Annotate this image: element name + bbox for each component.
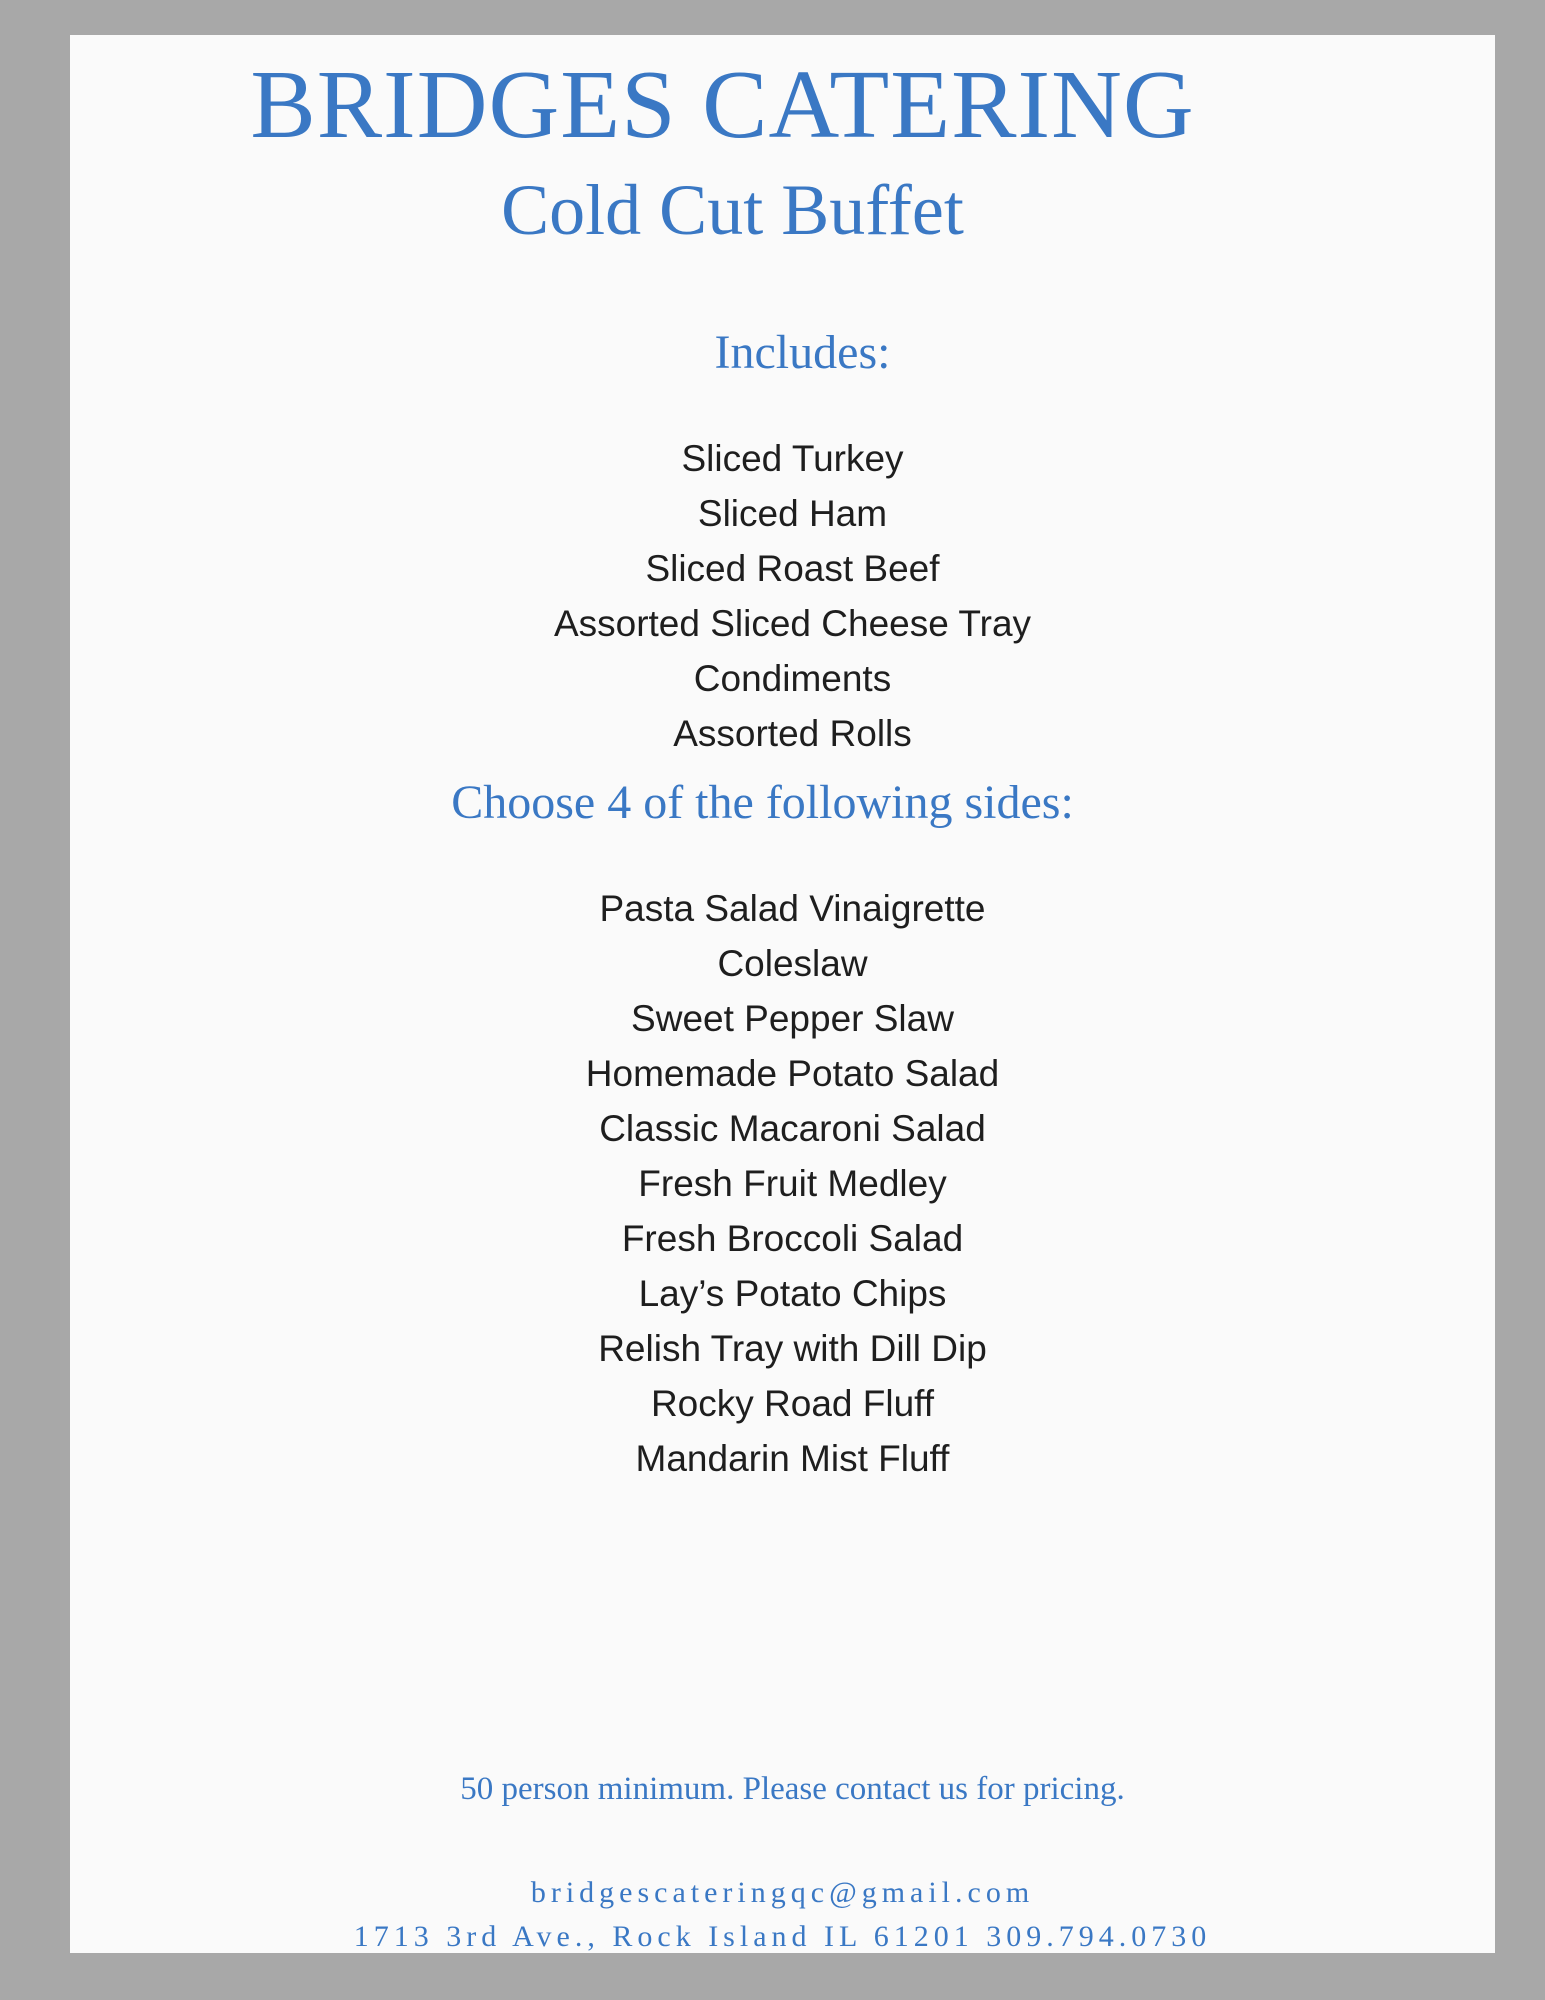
list-item: Pasta Salad Vinaigrette bbox=[599, 888, 986, 929]
contact-address: 1713 3rd Ave., Rock Island IL 61201 309.794.0730 bbox=[353, 1920, 1212, 1953]
list-item: Rocky Road Fluff bbox=[650, 1383, 935, 1424]
list-item: Sliced Turkey bbox=[681, 438, 904, 479]
brand-title: BRIDGES CATERING bbox=[250, 51, 1195, 159]
list-item: Fresh Fruit Medley bbox=[638, 1163, 947, 1204]
includes-heading: Includes: bbox=[714, 326, 891, 379]
list-item: Classic Macaroni Salad bbox=[599, 1108, 986, 1149]
contact-email: bridgescateringqc@gmail.com bbox=[530, 1876, 1035, 1909]
list-item: Coleslaw bbox=[717, 943, 868, 984]
menu-subtitle: Cold Cut Buffet bbox=[501, 170, 964, 250]
list-item: Assorted Rolls bbox=[673, 713, 912, 754]
list-item: Fresh Broccoli Salad bbox=[621, 1218, 964, 1259]
list-item: Assorted Sliced Cheese Tray bbox=[553, 603, 1032, 644]
list-item: Sliced Roast Beef bbox=[645, 548, 940, 589]
list-item: Mandarin Mist Fluff bbox=[635, 1438, 950, 1479]
list-item: Homemade Potato Salad bbox=[585, 1053, 1000, 1094]
list-item: Sliced Ham bbox=[697, 493, 888, 534]
list-item: Condiments bbox=[693, 658, 892, 699]
sides-list bbox=[70, 881, 1495, 1486]
list-item: Sweet Pepper Slaw bbox=[631, 998, 954, 1039]
pricing-note: 50 person minimum. Please contact us for pricing. bbox=[460, 1771, 1125, 1807]
menu-page bbox=[70, 35, 1495, 1953]
list-item: Relish Tray with Dill Dip bbox=[598, 1328, 987, 1369]
sides-heading: Choose 4 of the following sides: bbox=[451, 776, 1074, 829]
list-item: Lay’s Potato Chips bbox=[638, 1273, 947, 1314]
includes-list bbox=[70, 431, 1495, 761]
